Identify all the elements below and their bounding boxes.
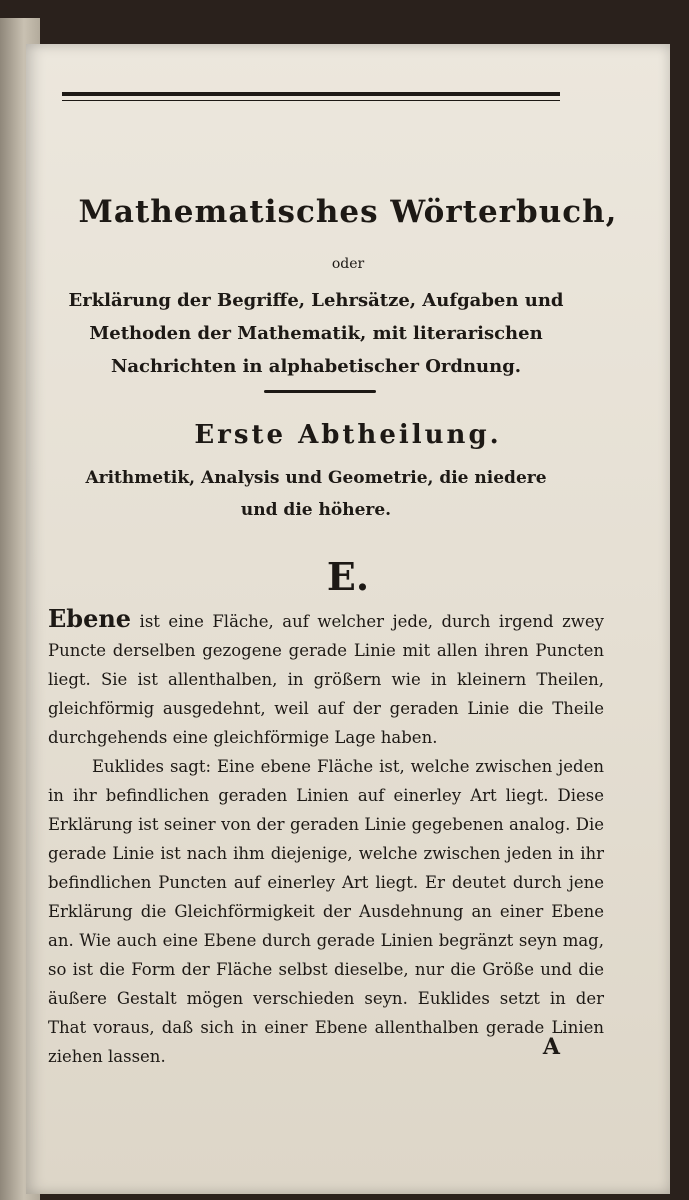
book-page [26, 44, 670, 1194]
entry-paragraph-2: Euklides sagt: Eine ebene Fläche ist, welche zwischen jeden in ihr befindlichen geraden Linien auf einerley Art liegt. Diese Erklärung ist seiner von der geraden Linie gegebenen analog. Die gerade Linie ist nach ihm diejenige, welche zwischen jeden in ihr befindlichen Puncten auf einerley Art liegt. Er deutet durch jene Erklärung die Gleichförmigkeit der Ausdehnung an einer Ebene an. Wie auch eine Ebene durch gerade Linien begränzt seyn mag, so ist die Form der Fläche selbst dieselbe, nur die Größe und die äußere Gestalt mögen verschieden seyn. Euklides setzt in der That voraus, daß sich in einer Ebene allenthalben gerade Linien ziehen lassen. [48, 757, 604, 1066]
part-subtitle: Arithmetik, Analysis und Geometrie, die niedere und die höhere. [85, 468, 547, 520]
header-rule-thin [62, 100, 560, 101]
book-title: Mathematisches Wörterbuch, [78, 194, 618, 230]
ornamental-divider [264, 390, 376, 393]
title-connector: oder [331, 256, 365, 272]
entry-body [48, 604, 604, 1071]
book-subtitle: Erklärung der Begriffe, Lehrsätze, Aufgaben und Methoden der Mathematik, mit literarischen Nachrichten in alphabetischer Ordnung. [68, 290, 564, 377]
entry-lead-word: Ebene [48, 604, 132, 633]
section-letter: E. [326, 554, 370, 599]
part-heading: Erste Abtheilung. [194, 420, 502, 450]
catchword: A [542, 1034, 560, 1060]
entry-paragraph-1 [48, 604, 604, 752]
header-rule-thick [62, 92, 560, 96]
entry-paragraph-1-text: ist eine Fläche, auf welcher jede, durch irgend zwey Puncte derselben gezogene gerade Linie mit allen ihren Puncten liegt. Sie ist allenthalben, in größern wie in kleinern Theilen, gleichförmig ausgedehnt, weil auf der geraden Linie die Theile durchgehends eine gleichförmige Lage haben. [48, 612, 604, 747]
